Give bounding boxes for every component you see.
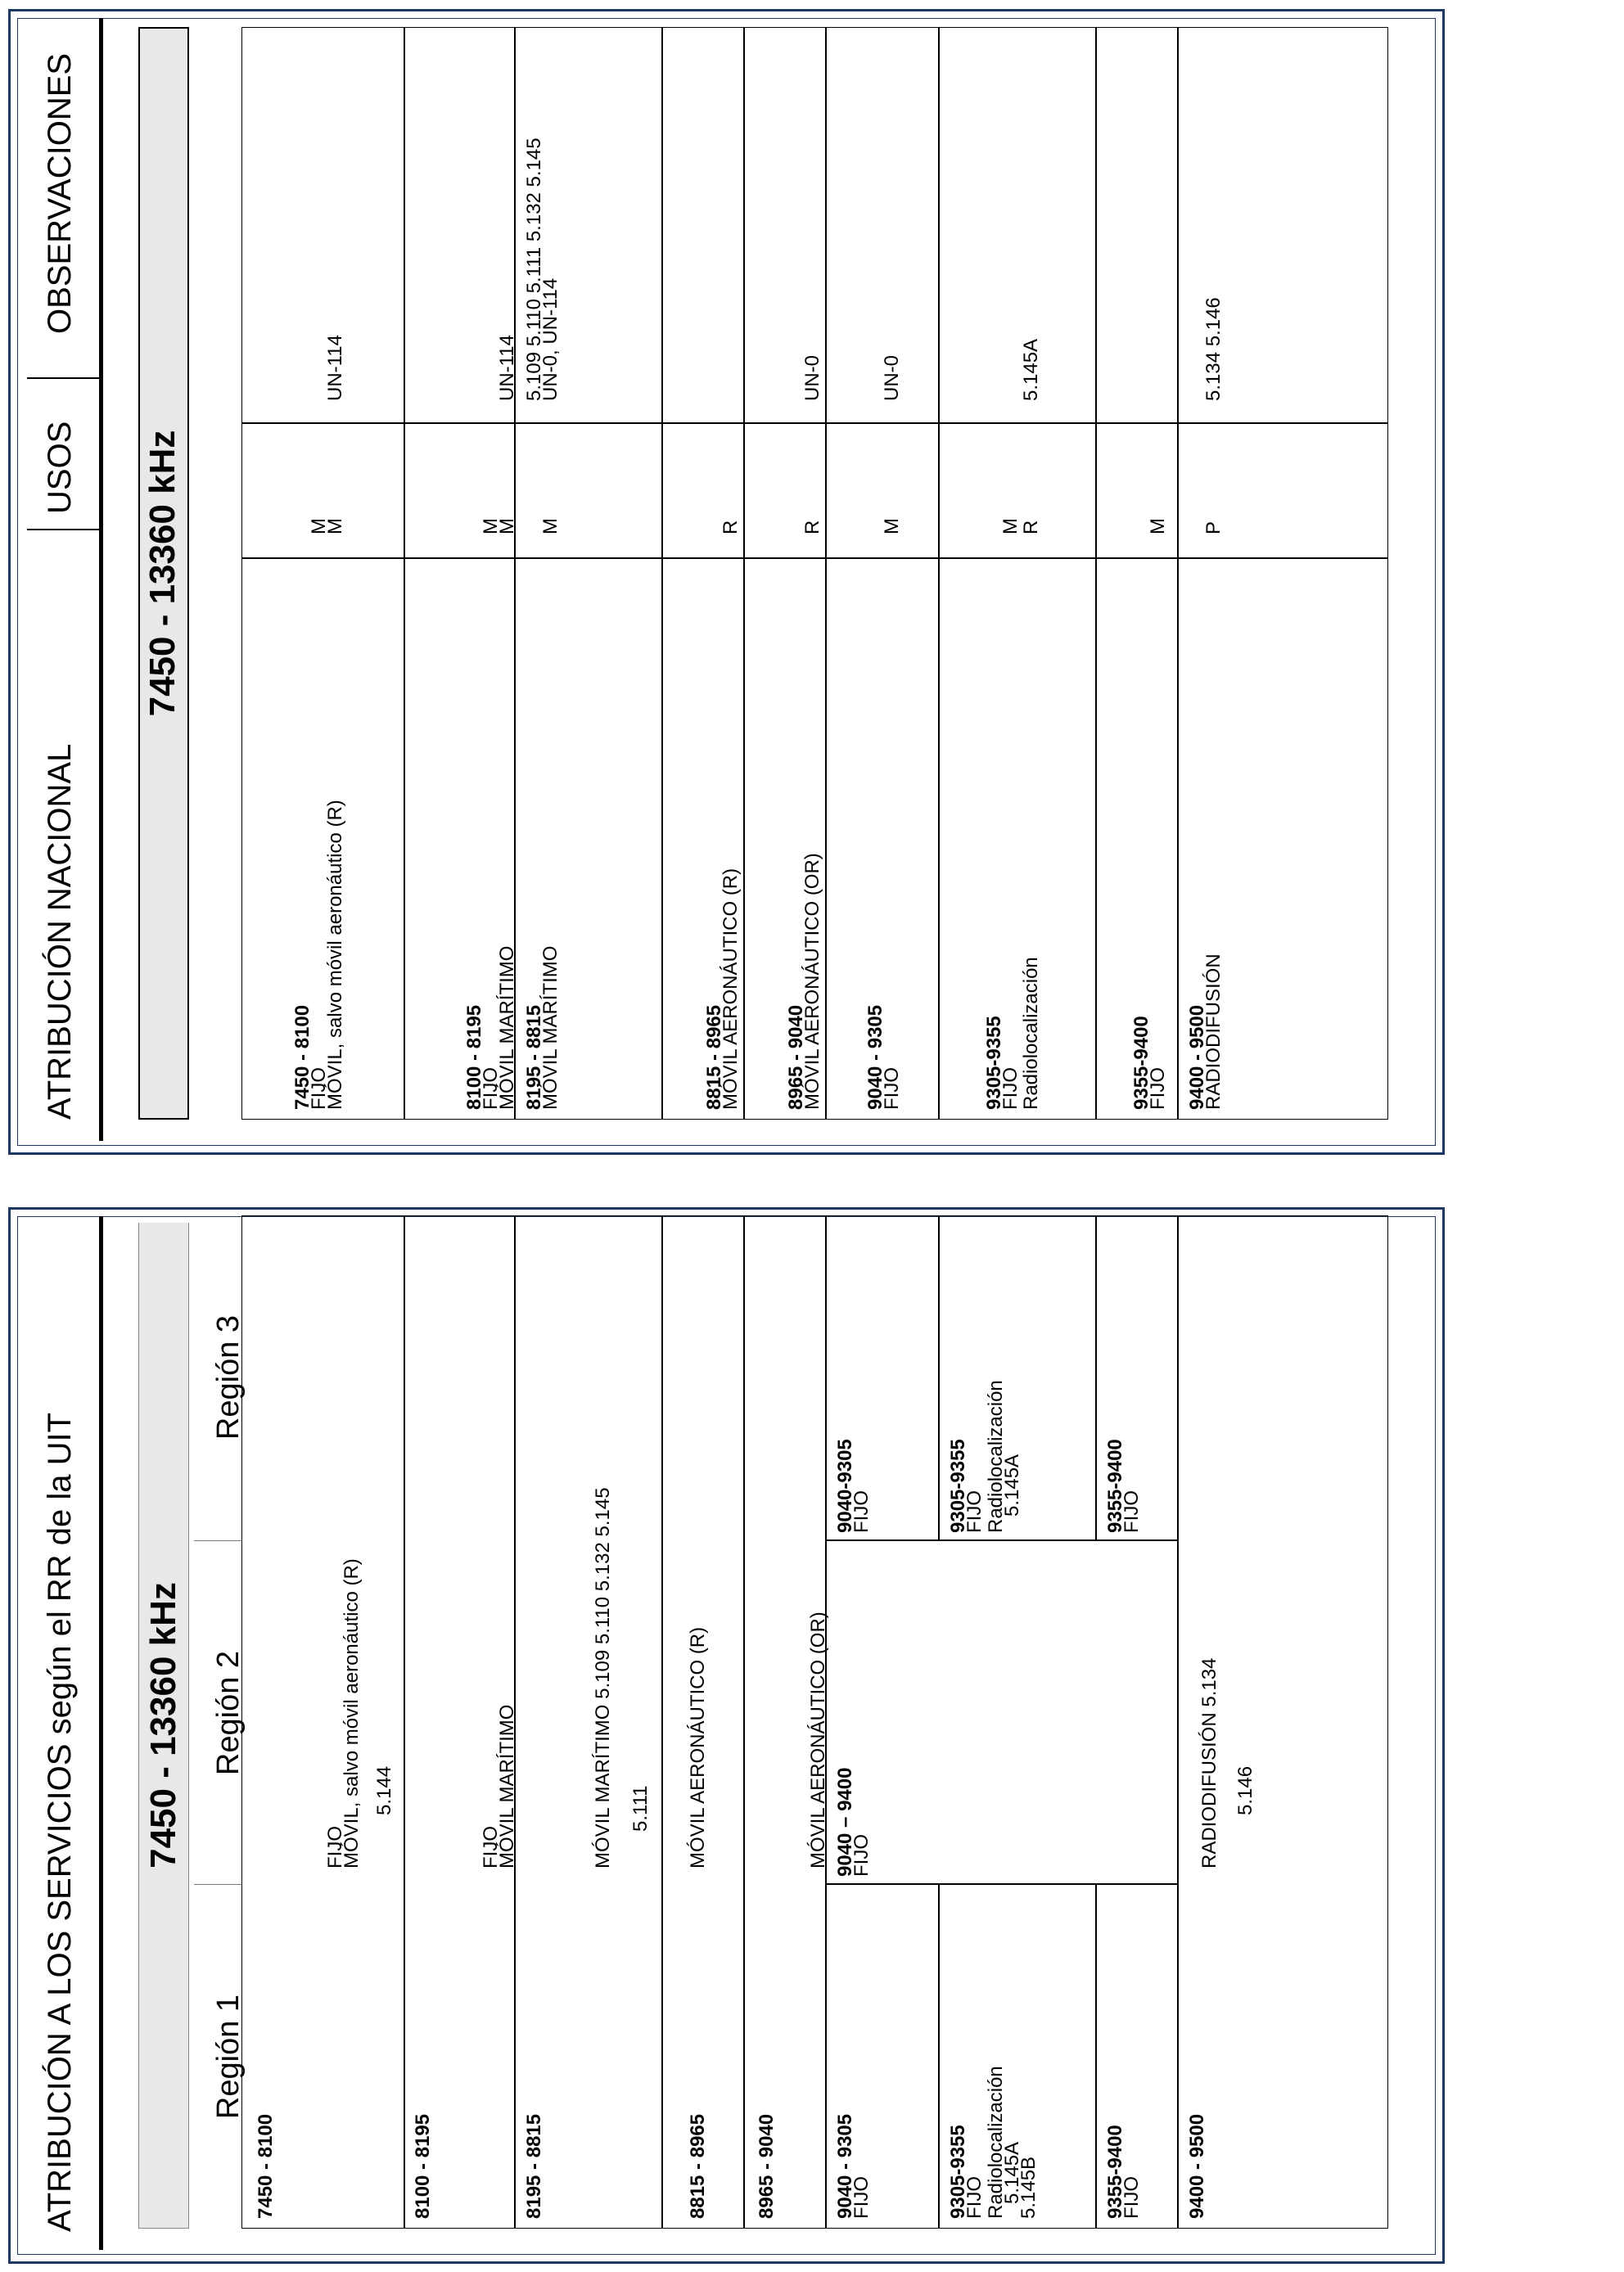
row-sep — [1095, 1885, 1097, 2229]
footnote-text: 5.145A — [1001, 1454, 1023, 1517]
observation-text: UN-114 — [496, 335, 518, 401]
usos-value: M — [324, 518, 346, 534]
range-label: 8965 - 9040 — [785, 1004, 807, 1110]
service-text: RADIODIFUSIÓN — [1202, 953, 1225, 1110]
service-text: MÓVIL MARÍTIMO — [496, 945, 518, 1110]
usos-header: USOS — [42, 421, 78, 514]
itu-band-header: 7450 - 13360 kHz — [138, 1223, 189, 2229]
usos-value: M — [308, 518, 330, 534]
service-text: Radiolocalización — [1020, 957, 1042, 1110]
range-label: 8195 - 8815 — [523, 2113, 545, 2219]
service-text: FIJO — [480, 1067, 502, 1110]
service-text: MÓVIL AERONÁUTICO (OR) — [807, 1612, 829, 1869]
national-allocation-header: ATRIBUCIÓN NACIONAL — [42, 743, 78, 1120]
col-sep — [241, 558, 1388, 560]
national-band-header: 7450 - 13360 kHz — [138, 27, 189, 1120]
service-text: RADIODIFUSIÓN 5.134 — [1198, 1657, 1220, 1869]
title-divider — [99, 18, 103, 1141]
region-2-header: Región 2 — [211, 1650, 246, 1776]
service-text: FIJO — [881, 1067, 903, 1110]
col-sep — [825, 1884, 1177, 1886]
range-label: 9305-9355 — [947, 1439, 969, 1533]
service-text: MÓVIL AERONÁUTICO (R) — [687, 1626, 709, 1869]
row-sep — [938, 27, 940, 1120]
footnote-text: 5.144 — [373, 1765, 395, 1815]
row-sep — [404, 27, 405, 1120]
row-sep — [743, 1215, 745, 2229]
service-text: FIJO — [1147, 1067, 1169, 1110]
range-label: 8965 - 9040 — [756, 2113, 778, 2219]
national-allocation-panel — [8, 9, 1445, 1155]
usos-value: M — [496, 518, 518, 534]
row-sep — [1095, 27, 1097, 1120]
region-1-header: Región 1 — [211, 1994, 246, 2120]
row-sep — [1177, 1215, 1179, 2229]
service-text: FIJO — [1121, 1490, 1143, 1533]
range-label: 9355-9400 — [1130, 1016, 1153, 1110]
service-text: FIJO — [308, 1067, 330, 1110]
usos-value: M — [539, 518, 562, 534]
usos-value: M — [881, 518, 903, 534]
usos-value: M — [1147, 518, 1169, 534]
service-text: MÓVIL, salvo móvil aeronáutico (R) — [324, 800, 346, 1110]
range-label: 9400 - 9500 — [1186, 2113, 1208, 2219]
service-text: FIJO — [324, 1826, 346, 1869]
range-label: 9400 - 9500 — [1186, 1004, 1208, 1110]
itu-allocation-panel — [8, 1207, 1445, 2264]
service-text: MÓVIL MARÍTIMO 5.109 5.110 5.132 5.145 — [592, 1487, 614, 1869]
observation-text: 5.109 5.110 5.111 5.132 5.145 — [523, 137, 545, 401]
range-label: 9305-9355 — [983, 1016, 1005, 1110]
row-sep — [743, 27, 745, 1120]
range-label: 8195 - 8815 — [523, 1004, 545, 1110]
range-label: 8815 - 8965 — [687, 2113, 709, 2219]
observation-text: 5.134 5.146 — [1202, 297, 1225, 401]
range-label: 7450 - 8100 — [291, 1004, 314, 1110]
region-divider — [194, 1884, 241, 1885]
range-label: 9040 - 9305 — [834, 2113, 856, 2219]
row-sep — [938, 1885, 940, 2229]
service-text: MÓVIL, salvo móvil aeronáutico (R) — [341, 1558, 363, 1869]
service-text: FIJO — [850, 1834, 873, 1877]
usos-value: R — [720, 520, 742, 534]
service-text: FIJO — [963, 2176, 986, 2219]
footnote-text: 5.145B — [1017, 2156, 1040, 2219]
footnote-text: 5.111 — [629, 1785, 652, 1832]
range-label: 8100 - 8195 — [463, 1004, 485, 1110]
range-label: 9305-9355 — [947, 2125, 969, 2219]
title-divider — [99, 1216, 103, 2250]
service-text: FIJO — [850, 1490, 873, 1533]
range-label: 8815 - 8965 — [703, 1004, 725, 1110]
col-sep — [825, 1540, 1177, 1542]
usos-value: M — [999, 518, 1022, 534]
range-label: 9355-9400 — [1104, 1439, 1126, 1533]
itu-panel-title: ATRIBUCIÓN A LOS SERVICIOS según el RR de la UIT — [42, 1412, 78, 2232]
row-sep — [661, 1215, 663, 2229]
row-sep — [938, 1215, 940, 1541]
service-text: MÓVIL AERONÁUTICO (OR) — [801, 853, 823, 1110]
service-text: Radiolocalización — [985, 2066, 1007, 2219]
range-label: 9040-9305 — [834, 1439, 856, 1533]
service-text: FIJO — [999, 1067, 1022, 1110]
row-sep — [825, 27, 827, 1120]
usos-value: P — [1202, 521, 1225, 534]
service-text: MÓVIL MARÍTIMO — [539, 945, 562, 1110]
region-divider — [194, 1540, 241, 1541]
col-sep — [241, 423, 1388, 425]
service-text: MÓVIL MARÍTIMO — [496, 1704, 518, 1869]
observation-text: UN-0, UN-114 — [539, 277, 562, 401]
range-label: 8100 - 8195 — [412, 2113, 434, 2219]
service-text: MÓVIL AERONÁUTICO (R) — [720, 868, 742, 1110]
range-label: 9040 – 9400 — [834, 1767, 856, 1877]
range-label: 9355-9400 — [1104, 2125, 1126, 2219]
observation-text: UN-0 — [801, 354, 823, 401]
row-sep — [661, 27, 663, 1120]
observation-text: UN-0 — [881, 354, 903, 401]
header-divider — [27, 529, 101, 530]
service-text: FIJO — [1121, 2176, 1143, 2219]
region-3-header: Región 3 — [211, 1314, 246, 1440]
service-text: FIJO — [480, 1826, 502, 1869]
range-label: 7450 - 8100 — [255, 2113, 277, 2219]
footnote-text: 5.146 — [1234, 1765, 1256, 1815]
row-sep — [1095, 1215, 1097, 1541]
footnote-text: 5.145A — [1001, 2141, 1023, 2204]
service-text: Radiolocalización — [985, 1380, 1007, 1533]
header-divider — [27, 377, 101, 379]
observaciones-header: OBSERVACIONES — [42, 52, 78, 334]
range-label: 9040 - 9305 — [864, 1004, 886, 1110]
usos-value: R — [801, 520, 823, 534]
usos-value: R — [1020, 520, 1042, 534]
observation-text: 5.145A — [1020, 338, 1042, 401]
service-text: FIJO — [850, 2176, 873, 2219]
usos-value: M — [480, 518, 502, 534]
row-sep — [404, 1215, 405, 2229]
service-text: FIJO — [963, 1490, 986, 1533]
observation-text: UN-114 — [324, 335, 346, 401]
row-sep — [1177, 27, 1179, 1120]
